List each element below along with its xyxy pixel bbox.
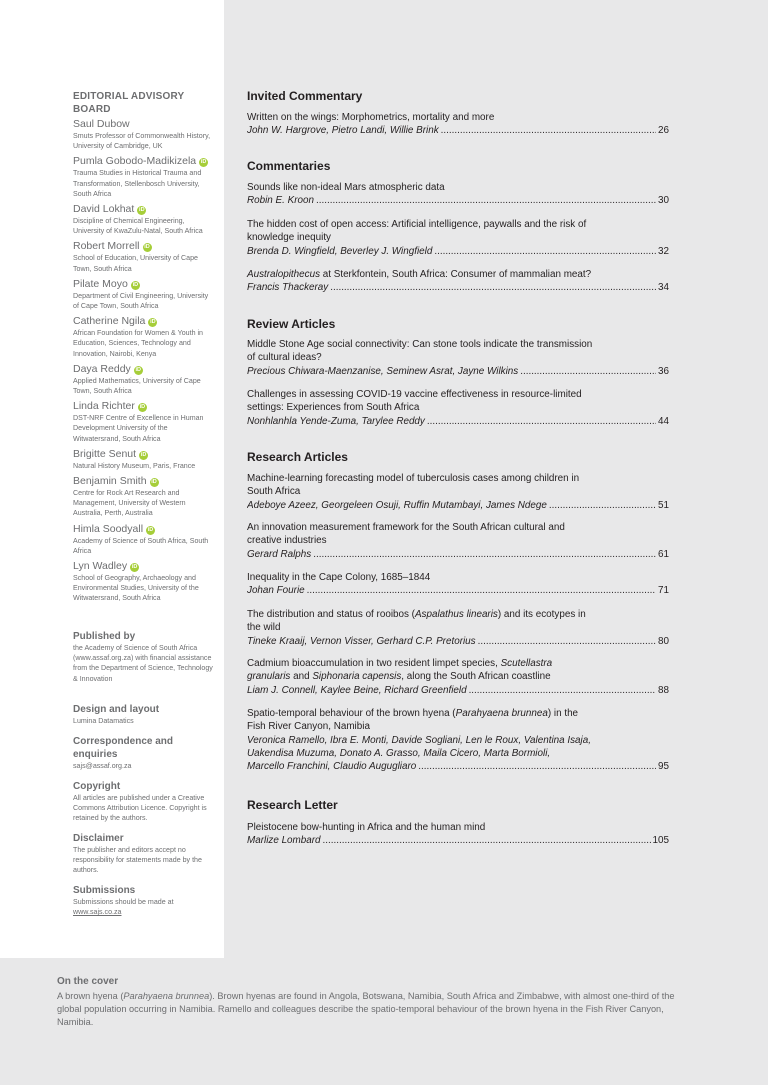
board-member xyxy=(73,202,213,236)
leader-dots xyxy=(418,760,656,773)
page-number: 95 xyxy=(658,761,669,773)
entry-authors: Francis Thackeray xyxy=(247,282,329,294)
member-affiliation: Centre for Rock Art Research and Management, University of Western Australia, Perth, Australia xyxy=(73,489,186,518)
board-member xyxy=(73,239,213,273)
toc-entry[interactable] xyxy=(247,571,669,598)
entry-authors: Adeboye Azeez, Georgeleen Osuji, Ruffin Mutambayi, James Ndege xyxy=(247,499,547,511)
orcid-icon[interactable]: iD xyxy=(139,404,146,411)
board-member xyxy=(73,277,213,311)
entry-authors: Uakendisa Muzuma, Donato A. Grasso, Maila Cicero, Marta Bormioli, xyxy=(247,747,551,759)
section-title: Invited Commentary xyxy=(247,89,363,103)
entry-authors: Johan Fourie xyxy=(247,585,305,597)
toc-entry[interactable] xyxy=(247,388,669,428)
member-affiliation: School of Education, University of Cape Town, South Africa xyxy=(73,254,198,273)
leader-dots xyxy=(469,684,656,697)
entry-title: An innovation measurement framework for the South African cultural and creative industries xyxy=(247,522,565,547)
entry-authors: Marcello Franchini, Claudio Augugliaro xyxy=(247,761,417,773)
board-member xyxy=(73,154,213,199)
disclaimer-heading: Disclaimer xyxy=(73,833,124,844)
leader-dots xyxy=(316,194,656,207)
submissions-text: Submissions should be made at xyxy=(73,898,174,906)
page-number: 36 xyxy=(658,365,669,377)
toc-entry[interactable] xyxy=(247,472,669,512)
member-affiliation: African Foundation for Women & Youth in Education, Sciences, Technology and Innovation, Nairobi, Kenya xyxy=(73,329,204,358)
member-affiliation: DST-NRF Centre of Excellence in Human Development University of the Witwatersrand, South Africa xyxy=(73,414,204,443)
copyright-heading: Copyright xyxy=(73,781,121,792)
orcid-icon[interactable]: iD xyxy=(140,451,147,458)
page-number: 71 xyxy=(658,585,669,597)
section-title: Review Articles xyxy=(247,317,336,331)
entry-authors: Liam J. Connell, Kaylee Beine, Richard Greenfield xyxy=(247,684,467,696)
page-number: 61 xyxy=(658,548,669,560)
entry-authors: Tineke Kraaij, Vernon Visser, Gerhard C.P. Pretorius xyxy=(247,635,476,647)
board-member xyxy=(73,314,213,359)
published-by-text: the Academy of Science of South Africa (www.assaf.org.za) with financial assistance from the Department of Science, Technology & Innovation xyxy=(73,644,213,683)
disclaimer-section xyxy=(73,832,218,876)
member-name: Pumla Gobodo-Madikizela xyxy=(73,155,197,168)
member-name: Saul Dubow xyxy=(73,118,130,130)
member-name: Linda Richter xyxy=(73,400,135,413)
design-section xyxy=(73,703,218,726)
page-number: 26 xyxy=(658,125,669,137)
copyright-text: All articles are published under a Creative Commons Attribution Licence. Copyright is retained by the authors. xyxy=(73,794,207,823)
submissions-section xyxy=(73,884,218,917)
cover-caption: A brown hyena (Parahyaena brunnea). Brown hyenas are found in Angola, Botswana, Namibia, South Africa and Zimbabwe, with almost one-third of the global population occurring in Namibia. Ramello and colleagues describe the spatio-temporal behaviour of the brown hyena in the Fish River Canyon, Namibia. xyxy=(57,991,675,1027)
entry-authors: Gerard Ralphs xyxy=(247,548,312,560)
toc-entry[interactable] xyxy=(247,218,669,258)
orcid-icon[interactable]: iD xyxy=(135,366,142,373)
board-member xyxy=(73,522,213,556)
entry-title: Machine-learning forecasting model of tuberculosis cases among children in South Africa xyxy=(247,473,580,498)
entry-title: Cadmium bioaccumulation in two resident limpet species, Scutellastra granularis and Siphonaria capensis, along the South African coastline xyxy=(247,658,553,683)
entry-authors: Nonhlanhla Yende-Zuma, Tarylee Reddy xyxy=(247,415,425,427)
leader-dots xyxy=(441,124,656,137)
entry-authors: Marlize Lombard xyxy=(247,835,321,847)
toc-entry[interactable] xyxy=(247,181,669,208)
page-number: 88 xyxy=(658,684,669,696)
entry-title: Middle Stone Age social connectivity: Can stone tools indicate the transmission of cultural ideas? xyxy=(247,339,593,364)
correspondence-section xyxy=(73,735,183,771)
orcid-icon[interactable]: iD xyxy=(151,479,157,486)
copyright-section xyxy=(73,780,218,824)
toc-entry[interactable] xyxy=(247,521,669,561)
member-affiliation: Smuts Professor of Commonwealth History, University of Cambridge, UK xyxy=(73,132,211,151)
entry-title: Pleistocene bow-hunting in Africa and the human mind xyxy=(247,822,486,833)
orcid-icon[interactable]: iD xyxy=(132,281,139,288)
leader-dots xyxy=(313,548,656,561)
orcid-icon[interactable]: iD xyxy=(144,244,150,251)
leader-dots xyxy=(307,584,656,597)
toc-entry[interactable] xyxy=(247,338,669,378)
submissions-heading: Submissions xyxy=(73,885,136,896)
entry-authors: Robin E. Kroon xyxy=(247,195,314,207)
cover-title: On the cover xyxy=(57,976,119,987)
board-member xyxy=(73,117,213,151)
orcid-icon[interactable]: iD xyxy=(131,564,138,571)
member-name: Himla Soodyall xyxy=(73,522,144,535)
section-title: Research Articles xyxy=(247,450,348,464)
disclaimer-text: The publisher and editors accept no responsibility for statements made by the authors. xyxy=(73,846,202,875)
orcid-icon[interactable]: iD xyxy=(147,526,154,533)
member-name: Brigitte Senut xyxy=(73,447,137,460)
entry-authors: Precious Chiwara-Maenzanise, Seminew Asrat, Jayne Wilkins xyxy=(247,365,519,377)
board-member xyxy=(73,399,213,444)
toc-entry[interactable] xyxy=(247,707,669,773)
page-number: 51 xyxy=(658,499,669,511)
entry-title: Inequality in the Cape Colony, 1685–1844 xyxy=(247,572,431,583)
member-name: Pilate Moyo xyxy=(73,277,128,290)
entry-title: The hidden cost of open access: Artificial intelligence, paywalls and the risk of knowledge inequity xyxy=(247,219,587,244)
submissions-link[interactable]: www.sajs.co.za xyxy=(73,908,122,917)
member-affiliation: Trauma Studies in Historical Trauma and Transformation, Stellenbosch University, South Africa xyxy=(73,169,202,198)
toc-entry[interactable] xyxy=(247,268,669,295)
leader-dots xyxy=(434,245,656,258)
member-name: Catherine Ngila xyxy=(73,315,146,328)
entry-title: Sounds like non-ideal Mars atmospheric data xyxy=(247,182,445,193)
entry-title: Written on the wings: Morphometrics, mortality and more xyxy=(247,112,495,123)
leader-dots xyxy=(330,281,656,294)
published-by-section xyxy=(73,630,218,684)
board-member xyxy=(73,362,213,396)
entry-authors: John W. Hargrove, Pietro Landi, Willie Brink xyxy=(247,125,439,137)
entry-title: Spatio-temporal behaviour of the brown hyena (Parahyaena brunnea) in the Fish River Canyon, Namibia xyxy=(247,708,579,733)
entry-authors: Veronica Ramello, Ibra E. Monti, Davide Sogliani, Len le Roux, Valentina Isaja, xyxy=(247,734,591,746)
section-title: Commentaries xyxy=(247,159,331,173)
leader-dots xyxy=(549,499,656,512)
page-number: 34 xyxy=(658,282,669,294)
page-number: 44 xyxy=(658,415,669,427)
toc-entry[interactable] xyxy=(247,111,669,138)
member-name: Lyn Wadley xyxy=(73,560,128,573)
leader-dots xyxy=(323,834,651,847)
page-number: 30 xyxy=(658,195,669,207)
member-name: David Lokhat xyxy=(73,203,135,216)
member-name: Robert Morrell xyxy=(73,240,140,253)
toc-entry[interactable] xyxy=(247,821,669,848)
member-affiliation: Applied Mathematics, University of Cape Town, South Africa xyxy=(73,376,201,396)
member-affiliation: Department of Civil Engineering, University of Cape Town, South Africa xyxy=(73,291,209,311)
toc-entry[interactable] xyxy=(247,608,669,648)
leader-dots xyxy=(520,365,656,378)
board-member xyxy=(73,474,213,519)
page-number: 32 xyxy=(658,245,669,257)
entry-title: The distribution and status of rooibos (Aspalathus linearis) and its ecotypes in the wild xyxy=(247,609,586,634)
design-heading: Design and layout xyxy=(73,704,160,715)
editorial-board-title: EDITORIAL ADVISORY BOARD xyxy=(73,91,185,115)
published-by-heading: Published by xyxy=(73,631,136,642)
member-affiliation: Discipline of Chemical Engineering, University of KwaZulu-Natal, South Africa xyxy=(73,217,203,236)
board-member-list xyxy=(73,117,213,607)
member-affiliation: Natural History Museum, Paris, France xyxy=(73,461,196,470)
member-affiliation: School of Geography, Archaeology and Environmental Studies, University of the Witwatersrand, South Africa xyxy=(73,574,199,603)
section-title: Research Letter xyxy=(247,798,338,812)
orcid-icon[interactable]: iD xyxy=(200,159,207,166)
member-name: Benjamin Smith xyxy=(73,475,147,488)
correspondence-heading: Correspondence and enquiries xyxy=(73,736,174,760)
entry-title: Challenges in assessing COVID-19 vaccine effectiveness in resource-limited settings: Experiences from South Africa xyxy=(247,389,582,414)
board-member xyxy=(73,447,213,471)
toc-entry[interactable] xyxy=(247,657,669,697)
member-name: Daya Reddy xyxy=(73,362,131,375)
leader-dots xyxy=(427,415,656,428)
design-text: Lumina Datamatics xyxy=(73,717,134,725)
board-member xyxy=(73,559,213,604)
leader-dots xyxy=(478,635,656,648)
correspondence-email[interactable]: sajs@assaf.org.za xyxy=(73,762,132,770)
orcid-icon[interactable]: iD xyxy=(139,207,145,214)
member-affiliation: Academy of Science of South Africa, South Africa xyxy=(73,536,209,555)
entry-title: Australopithecus at Sterkfontein, South Africa: Consumer of mammalian meat? xyxy=(247,269,592,280)
page-number: 105 xyxy=(652,835,669,847)
orcid-icon[interactable]: iD xyxy=(150,319,156,326)
page-number: 80 xyxy=(658,635,669,647)
entry-authors: Brenda D. Wingfield, Beverley J. Wingfield xyxy=(247,245,433,257)
